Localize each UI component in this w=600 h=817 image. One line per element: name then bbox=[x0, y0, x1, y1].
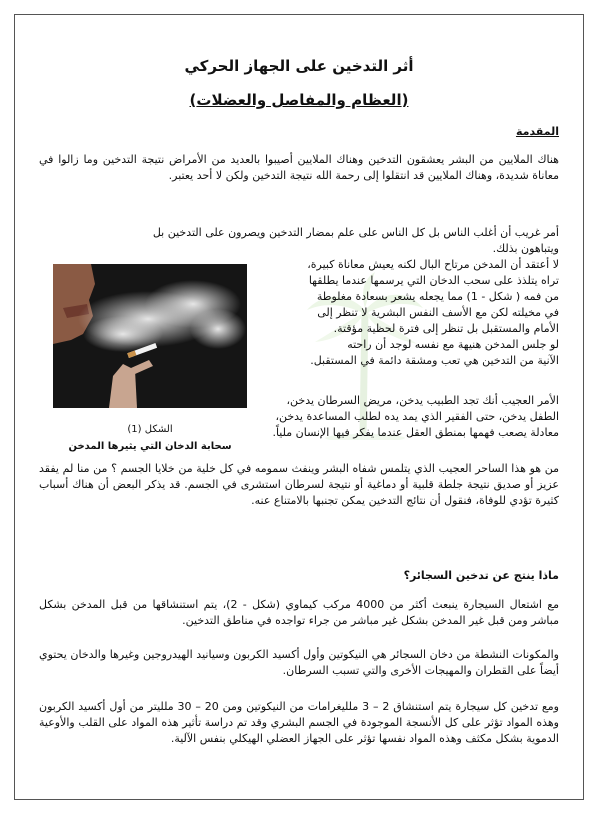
paragraph-7: ومع تدخين كل سيجارة يتم استنشاق 2 – 3 ملليغرامات من النيكوتين ومن 20 – 30 ملليتر من أول أكسيد الكربون وهذه المواد تؤثر على كل الأنسجة الموجودة في الجسم البشري وقد تم دراسة تأثير هذه المواد على القلب والأوعية الدموية بشكل مكثف وهذه المواد نفسها تؤثر على الجهاز العضلي الهيكلي بنفس الآلية. bbox=[39, 700, 559, 745]
paragraph-2-line-4: تراه يتلذذ على سحب الدخان التي يرسمها عندما يطلقها bbox=[308, 274, 559, 287]
paragraph-3-line-2: الطفل يدخن، حتى الفقير الذي يمد يده لطلب المساعدة يدخن، bbox=[275, 410, 559, 423]
paragraph-4: من هو هذا الساحر العجيب الذي يتلمس شفاه البشر وينفث سمومه في كل خلية من خلايا الجسم ؟ من منا لم يفقد عزيز أو صديق نتيجة جلطة قلبية أو دماغية أو نتيجة لسرطان استشرى في الجسم. قد يذكر البعض أن هناك أسباب كثيرة تؤدي للوفاة، فنقول أن نتائج التدخين يمكن تجنبها بالامتناع عنه. bbox=[39, 462, 559, 507]
paragraph-1: هناك الملايين من البشر يعشقون التدخين وهناك الملايين أصيبوا بالعديد من الأمراض نتيجة التدخين وما زالوا في معاناة شديدة، وهناك الملايين قد انتقلوا إلى رحمة الله نتيجة التدخين ولكن لا أحد يعتبر. bbox=[39, 153, 559, 182]
paragraph-6: والمكونات النشطة من دخان السجائر هي النيكوتين وأول أكسيد الكربون وسيانيد الهيدروجين وغيرها والدخان يحتوي أيضاً على القطران والمهيجات الأخرى والتي تسبب السرطان. bbox=[39, 648, 559, 677]
paragraph-2-line-8: لو جلس المدخن هنيهة مع نفسه لوجد أن راحته bbox=[347, 338, 559, 351]
question-heading: ماذا ينتج عن تدخين السجائر؟ bbox=[403, 569, 559, 582]
paragraph-3-line-1: الأمر العجيب أنك تجد الطبيب يدخن، مريض السرطان يدخن، bbox=[286, 394, 559, 407]
paragraph-2-line-5: من فمه ( شكل - 1) مما يجعله يشعر بسعادة مغلوطة bbox=[316, 290, 559, 303]
figure-1-label: الشكل (1) bbox=[127, 424, 173, 435]
paragraph-2-line-6: في مخيلته لكن مع الأسف النفس البشرية لا تنظر إلى bbox=[317, 306, 559, 319]
paragraph-2-line-3: لا أعتقد أن المدخن مرتاح البال لكنه يعيش معاناة كبيرة، bbox=[307, 258, 559, 271]
page-title: أثر التدخين على الجهاز الحركي bbox=[184, 57, 414, 75]
figure-1 bbox=[53, 264, 247, 452]
document-page bbox=[14, 14, 584, 800]
paragraph-2-line-7: الأمام والمستقبل بل تنظر إلى فترة لحظية مؤقتة. bbox=[333, 322, 559, 335]
paragraph-2-line-2: ويتباهون بذلك. bbox=[492, 242, 559, 255]
paragraph-2-line-1: أمر غريب أن أغلب الناس بل كل الناس على علم بمضار التدخين ويصرون على التدخين بل bbox=[152, 226, 559, 239]
page-subtitle: (العظام والمفاصل والعضلات) bbox=[189, 91, 409, 109]
figure-1-caption: سحابة الدخان التي يثيرها المدخن bbox=[68, 441, 232, 452]
intro-heading: المقدمة bbox=[515, 125, 559, 138]
paragraph-3-line-3: معادلة يصعب فهمها بمنطق العقل عندما يفكر فيها الإنسان ملياً. bbox=[272, 426, 559, 439]
smoking-photo-icon bbox=[53, 264, 247, 408]
paragraph-2-line-9: الآنية من التدخين هي تعب ومشقة دائمة في المستقبل. bbox=[310, 354, 559, 367]
paragraph-5: مع اشتعال السيجارة ينبعث أكثر من 4000 مركب كيماوي (شكل - 2)، يتم استنشاقها من قبل المدخن بشكل مباشر ومن قبل غير المدخن بشكل غير مباشر من جراء تواجده في مناطق التدخين. bbox=[39, 598, 560, 627]
